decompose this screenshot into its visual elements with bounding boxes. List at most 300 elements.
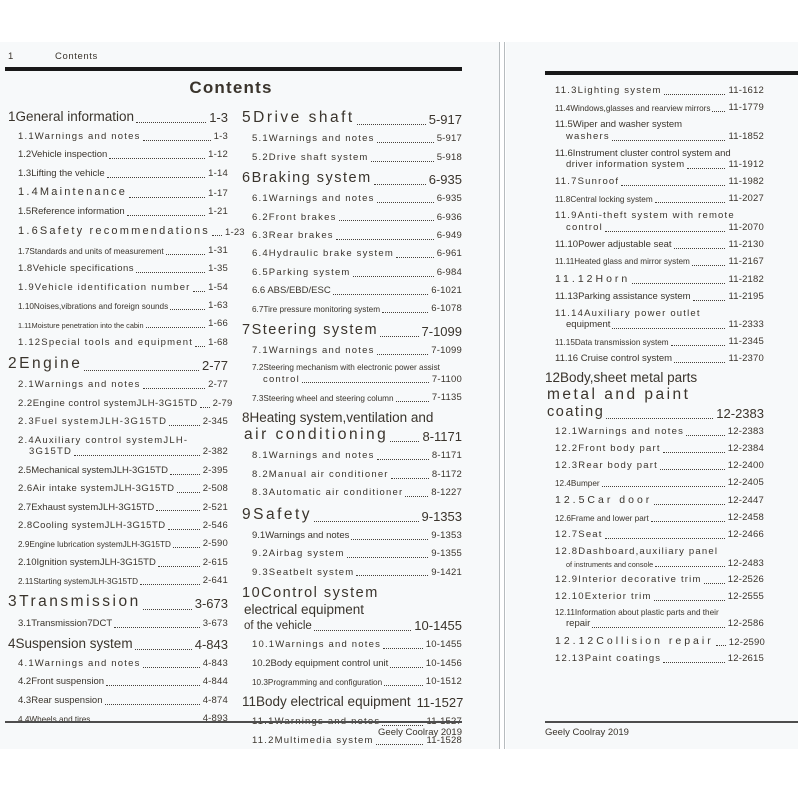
toc-entry	[18, 435, 228, 459]
toc-entry	[18, 300, 228, 312]
dot-leader	[396, 257, 434, 258]
dot-leader	[339, 220, 434, 221]
toc-entry	[18, 168, 228, 180]
page-number: 6-961	[436, 248, 462, 260]
page-number: 4-844	[202, 676, 228, 688]
toc-label: control	[566, 221, 603, 233]
toc-label: air conditioning	[244, 426, 389, 444]
page-number: 5-918	[436, 151, 462, 163]
dot-leader	[140, 584, 200, 585]
page-number: 1-68	[208, 336, 228, 348]
page-number: 8-1227	[431, 487, 462, 499]
dot-leader	[353, 276, 434, 277]
toc-label: metal and paint	[547, 385, 691, 403]
toc-entry	[555, 591, 764, 603]
dot-leader	[135, 649, 192, 650]
dot-leader	[663, 452, 725, 453]
toc-label: 6.4Hydraulic brake system	[252, 248, 394, 260]
dot-leader	[592, 627, 724, 628]
page-number: 11-1852	[728, 130, 764, 142]
page-number: 11-1982	[728, 176, 764, 188]
toc-entry	[242, 109, 462, 127]
toc-label: 8.3Automatic air conditioner	[252, 487, 404, 499]
page-number: 11-2195	[728, 290, 764, 302]
toc-label: 3.1Transmission7DCT	[18, 617, 113, 629]
toc-entry	[242, 170, 462, 187]
toc-entry	[18, 483, 228, 495]
page-number: 12-2590	[728, 636, 765, 648]
page-number: 12-2383	[716, 405, 764, 421]
toc-entry	[252, 345, 462, 357]
toc-label: 12.2Front body part	[555, 443, 661, 455]
toc-entry	[555, 176, 764, 188]
page-number: 11-1779	[728, 101, 764, 113]
page-number: 11-1527	[416, 695, 464, 711]
dot-leader	[314, 630, 412, 631]
page-number: 12-2466	[727, 528, 764, 540]
page-number: 9-1355	[431, 548, 462, 560]
page-number: 2-345	[202, 416, 228, 428]
toc-entry	[18, 131, 228, 143]
page-number: 12-2586	[727, 618, 764, 630]
page-number: 9-1353	[431, 529, 462, 541]
dot-leader	[143, 609, 192, 610]
toc-label: 8.2Manual air conditioner	[252, 468, 389, 480]
dot-leader	[693, 300, 726, 301]
page-number: 12-2400	[727, 460, 764, 472]
toc-entry	[555, 353, 764, 365]
toc-label: 2.4Auxiliary control systemJLH-	[18, 434, 189, 446]
toc-entry	[555, 291, 764, 303]
toc-label: 12.10Exterior trim	[555, 591, 652, 603]
dot-leader	[170, 474, 200, 475]
dot-leader	[405, 496, 428, 497]
dot-leader	[712, 111, 725, 112]
toc-entry	[18, 318, 228, 330]
toc-entry	[555, 443, 764, 455]
toc-label: 12.7Seat	[555, 528, 603, 540]
dot-leader	[84, 370, 199, 371]
dot-leader	[127, 215, 206, 216]
dot-leader	[106, 685, 200, 686]
toc-label: 11.2Multimedia system	[252, 734, 374, 746]
toc-entry	[252, 248, 462, 260]
toc-label: 11.11Heated glass and mirror system	[555, 257, 690, 267]
toc-label: 8Heating system,ventilation and	[242, 410, 434, 426]
toc-label: 1.2Vehicle inspection	[18, 149, 108, 161]
toc-label: 11.10Power adjustable seat	[555, 238, 672, 250]
page-number: 8-1172	[431, 468, 462, 480]
toc-label: 12.3Rear body part	[555, 460, 658, 472]
page-number: 1-54	[208, 281, 228, 293]
toc-label: 4.1Warnings and notes	[18, 658, 141, 670]
toc-label: 6Braking system	[242, 170, 372, 187]
page-number: 6-1021	[431, 285, 462, 297]
dot-leader	[606, 418, 713, 419]
page-number: 2-395	[202, 464, 228, 476]
toc-entry	[555, 512, 764, 524]
toc-label: 2.2Engine control systemJLH-3G15TD	[18, 397, 198, 409]
page-number: 11-2167	[728, 255, 764, 267]
toc-entry	[555, 256, 764, 268]
toc-label: washers	[566, 130, 610, 142]
toc-entry	[252, 567, 462, 579]
toc-label: 7Steering system	[242, 321, 379, 338]
page-number: 1-21	[208, 206, 228, 218]
page-number: 11-2027	[728, 193, 764, 205]
toc-entry	[242, 694, 462, 710]
page-title: Contents	[189, 78, 273, 97]
dot-leader	[168, 529, 200, 530]
toc-label: 10Control system	[242, 584, 379, 601]
toc-entry	[555, 546, 764, 570]
running-header	[0, 42, 499, 67]
dot-leader	[136, 122, 206, 123]
dot-leader	[383, 648, 423, 649]
toc-entry	[555, 460, 764, 472]
toc-label: 2.1Warnings and notes	[18, 379, 141, 391]
toc-label: 12.4Bumper	[555, 478, 600, 488]
dot-leader	[390, 667, 422, 668]
page-number: 10-1456	[425, 657, 462, 669]
dot-leader	[704, 583, 725, 584]
toc-label: 11.13Parking assistance system	[555, 290, 691, 302]
toc-label: 12.12Collision repair	[555, 635, 714, 648]
toc-label: 2.11Starting systemJLH-3G15TD	[18, 576, 138, 586]
toc-entry	[555, 494, 764, 507]
dot-leader	[674, 362, 725, 363]
dot-leader	[376, 744, 424, 745]
toc-label: 1.8Vehicle specifications	[18, 263, 135, 275]
toc-label: 1.7Standards and units of measurement	[18, 246, 164, 256]
dot-leader	[384, 685, 423, 686]
page-number: 5-917	[436, 133, 462, 145]
toc-entry	[252, 303, 462, 315]
page-number: 2-521	[202, 501, 228, 513]
toc-entry	[18, 206, 228, 218]
page-number: 11-1528	[426, 734, 462, 746]
toc-entry	[242, 410, 462, 444]
page-number: 1-66	[208, 318, 228, 330]
page-number: 6-935	[428, 171, 462, 187]
dot-leader	[390, 441, 419, 442]
page-number: 4-893	[202, 713, 228, 725]
page-number: 12-2615	[727, 653, 764, 665]
toc-label: 6.2Front brakes	[252, 211, 337, 223]
dot-leader	[302, 382, 429, 383]
page-number: 4-874	[202, 694, 228, 706]
page-number: 2-546	[202, 519, 228, 531]
toc-label: coating	[547, 404, 605, 421]
toc-label: 6.3Rear brakes	[252, 229, 334, 241]
toc-label: 3Transmission	[8, 593, 141, 611]
dot-leader	[377, 354, 429, 355]
toc-entry	[18, 658, 228, 670]
dot-leader	[651, 521, 725, 522]
toc-label: 11.4Windows,glasses and rearview mirrors	[555, 103, 711, 113]
toc-label: 2.6Air intake systemJLH-3G15TD	[18, 483, 175, 495]
toc-label: 12.8Dashboard,auxiliary panel	[555, 545, 719, 557]
toc-label: 1.11Moisture penetration into the cabin	[18, 321, 144, 331]
dot-leader	[374, 184, 426, 185]
toc-label: 4.3Rear suspension	[18, 694, 103, 706]
toc-label: 7.1Warnings and notes	[252, 344, 375, 356]
toc-entry	[18, 695, 228, 707]
page-number: 2-79	[212, 397, 233, 409]
page-number: 2-77	[201, 358, 228, 374]
toc-label: 5.2Drive shaft system	[252, 151, 369, 163]
page-number: 11-2370	[728, 353, 764, 365]
toc-label: 4.4Wheels and tires	[18, 714, 91, 724]
page-number: 12-2555	[727, 591, 764, 603]
dot-leader	[105, 704, 200, 705]
page-number: 9-1353	[421, 508, 462, 524]
toc-entry	[555, 193, 764, 205]
dot-leader	[173, 547, 200, 548]
dot-leader	[193, 291, 206, 292]
toc-label: 3G15TD	[29, 446, 73, 458]
toc-entry	[252, 193, 462, 205]
page-number: 2-615	[202, 556, 228, 568]
page-number: 11-2130	[728, 238, 764, 250]
toc-entry	[18, 337, 228, 349]
page-number: 6-1078	[431, 303, 462, 315]
running-header-label: Contents	[55, 51, 98, 62]
page-number: 8-1171	[422, 429, 462, 445]
dot-leader	[716, 645, 726, 646]
toc-label: 10.3Programming and configuration	[252, 677, 383, 687]
dot-leader	[377, 459, 429, 460]
toc-label: repair	[566, 618, 591, 630]
toc-entry	[555, 210, 764, 234]
toc-label: 12Body,sheet metal parts	[545, 370, 698, 385]
toc-label: 1.12Special tools and equipment	[18, 336, 194, 348]
toc-entry	[8, 355, 228, 373]
dot-leader	[195, 346, 205, 347]
page-number: 10-1512	[425, 676, 462, 688]
toc-entry	[18, 282, 228, 294]
page-number: 1-17	[208, 187, 228, 199]
toc-entry	[18, 149, 228, 161]
toc-entry	[555, 426, 764, 438]
toc-label: driver information system	[566, 159, 685, 171]
toc-entry	[252, 469, 462, 481]
dot-leader	[74, 455, 200, 456]
toc-label: 11.6Instrument cluster control system and	[555, 147, 731, 159]
toc-entry	[555, 119, 764, 143]
page-number: 2-641	[202, 575, 228, 587]
toc-label: 12.9Interior decorative trim	[555, 574, 702, 586]
toc-label: 2.7Exhaust systemJLH-3G15TD	[18, 501, 155, 513]
dot-leader	[129, 197, 205, 198]
toc-entry	[555, 85, 764, 97]
header-rule	[545, 71, 798, 75]
dot-leader	[654, 600, 725, 601]
toc-entry	[8, 593, 228, 611]
dot-leader	[654, 504, 724, 505]
toc-label: 11.14Auxiliary power outlet	[555, 307, 701, 319]
dot-leader	[212, 235, 222, 236]
page-number: 1-3	[213, 130, 228, 142]
page-number: 5-917	[428, 111, 462, 127]
toc-entry	[252, 639, 462, 651]
page-number: 12-2383	[727, 426, 764, 438]
toc-entry	[252, 548, 462, 560]
toc-label: 2Engine	[8, 355, 83, 373]
page-number: 9-1421	[431, 566, 462, 578]
toc-label: 12.13Paint coatings	[555, 653, 662, 665]
toc-label: 9Safety	[242, 505, 313, 523]
dot-leader	[169, 425, 200, 426]
toc-entry	[252, 363, 462, 385]
dot-leader	[692, 265, 726, 266]
toc-label: of instruments and console	[566, 560, 654, 570]
toc-label: control	[263, 373, 300, 385]
page-number: 11-2182	[728, 273, 764, 285]
toc-entry	[252, 530, 462, 542]
page-number: 4-843	[194, 636, 228, 652]
dot-leader	[377, 142, 434, 143]
toc-entry	[555, 308, 764, 332]
toc-label: 11.5Wiper and washer system	[555, 118, 683, 130]
dot-leader	[380, 336, 418, 337]
toc-entry	[18, 245, 228, 257]
running-page-number: 1	[8, 51, 14, 62]
toc-label: 6.6 ABS/EBD/ESC	[252, 285, 331, 297]
page-number: 12-2447	[727, 495, 764, 507]
toc-label: 2.8Cooling systemJLH-3G15TD	[18, 519, 166, 531]
header-rule	[5, 67, 462, 71]
page-number: 11-1912	[728, 159, 764, 171]
dot-leader	[177, 492, 200, 493]
page-number: 2-590	[202, 538, 228, 550]
page-number: 12-2458	[727, 511, 764, 523]
toc-entry	[8, 109, 228, 125]
toc-label: 7.2Steering mechanism with electronic power assist	[252, 363, 440, 373]
dot-leader	[351, 539, 428, 540]
toc-label: 2.5Mechanical systemJLH-3G15TD	[18, 464, 168, 476]
toc-entry	[242, 585, 462, 633]
toc-label: 1.1Warnings and notes	[18, 130, 141, 142]
toc-label: 12.11Information about plastic parts and their	[555, 608, 719, 618]
toc-entry	[252, 212, 462, 224]
toc-label: 7.3Steering wheel and steering column	[252, 393, 394, 403]
toc-entry	[252, 230, 462, 242]
toc-entry	[252, 152, 462, 164]
toc-entry	[242, 506, 462, 524]
toc-label: 6.5Parking system	[252, 266, 351, 278]
page-number: 11-2345	[728, 336, 764, 348]
dot-leader	[143, 667, 200, 668]
page-number: 11-2070	[728, 221, 764, 233]
toc-entry	[18, 520, 228, 532]
toc-label: equipment	[566, 319, 611, 331]
dot-leader	[336, 239, 434, 240]
toc-label: 6.1Warnings and notes	[252, 193, 375, 205]
toc-label: 12.5Car door	[555, 493, 653, 506]
page-number: 1-12	[208, 149, 228, 161]
toc-entry	[555, 102, 764, 114]
dot-leader	[357, 124, 426, 125]
dot-leader	[663, 662, 724, 663]
dot-leader	[356, 575, 428, 576]
dot-leader	[158, 566, 200, 567]
toc-label: 2.3Fuel systemJLH-3G15TD	[18, 416, 168, 428]
page-number: 7-1100	[431, 373, 462, 385]
toc-label: 11.9Anti-theft system with remote	[555, 210, 735, 221]
dot-leader	[333, 294, 429, 295]
dot-leader	[686, 435, 725, 436]
dot-leader	[107, 177, 206, 178]
footer-left	[5, 721, 462, 738]
toc-label: 1General information	[8, 109, 135, 124]
toc-entry	[252, 487, 462, 499]
toc-entry	[8, 636, 228, 652]
toc-entry	[252, 267, 462, 279]
dot-leader	[621, 185, 725, 186]
page-number: 11-2333	[728, 319, 764, 331]
page-number: 2-382	[202, 446, 228, 458]
toc-label: 2.10Ignition systemJLH-3G15TD	[18, 556, 156, 568]
toc-label: 11.1Warnings and notes	[252, 716, 381, 728]
left-page	[0, 42, 499, 749]
dot-leader	[612, 328, 725, 329]
toc-label: 10.1Warnings and notes	[252, 639, 382, 651]
dot-leader	[612, 140, 726, 141]
toc-entry	[555, 273, 764, 286]
dot-leader	[156, 510, 199, 511]
toc-entry	[18, 397, 233, 410]
toc-entry	[555, 477, 764, 489]
toc-entry	[555, 529, 764, 541]
toc-label: 1.3Lifting the vehicle	[18, 167, 105, 179]
dot-leader	[671, 345, 726, 346]
toc-label: 1.4Maintenance	[18, 186, 128, 199]
toc-label: 9.2Airbag system	[252, 548, 345, 560]
toc-entry	[555, 608, 764, 630]
dot-leader	[655, 566, 725, 567]
page-number: 3-673	[202, 617, 228, 629]
page-number: 11-1612	[728, 85, 764, 96]
page-number: 6-936	[436, 211, 462, 223]
page-number: 4-843	[202, 658, 228, 670]
dot-leader	[371, 161, 434, 162]
toc-entry	[555, 336, 764, 348]
toc-entry	[252, 133, 462, 145]
toc-column-1	[8, 107, 245, 753]
toc-label: 1.6Safety recommendations	[18, 224, 210, 237]
dot-leader	[674, 248, 726, 249]
toc-label: 1.10Noises,vibrations and foreign sounds	[18, 301, 169, 311]
toc-label: 11.7Sunroof	[555, 176, 620, 188]
dot-leader	[143, 388, 206, 389]
toc-label: 1.5Reference information	[18, 206, 125, 218]
page-number: 12-2483	[727, 557, 764, 569]
toc-entry	[252, 285, 462, 297]
page-number: 12-2405	[727, 476, 764, 488]
toc-entry	[555, 653, 764, 665]
toc-label: 11.15Data transmission system	[555, 337, 669, 347]
toc-label: 6.7Tire pressure monitoring system	[252, 305, 381, 315]
toc-label: 11.16 Cruise control system	[555, 353, 673, 365]
dot-leader	[136, 272, 205, 273]
page-number: 1-31	[208, 244, 228, 256]
page-number: 6-935	[436, 193, 462, 205]
page-number: 1-23	[224, 226, 245, 238]
toc-entry	[252, 392, 462, 404]
page-number: 7-1135	[431, 391, 462, 403]
dot-leader	[602, 486, 725, 487]
